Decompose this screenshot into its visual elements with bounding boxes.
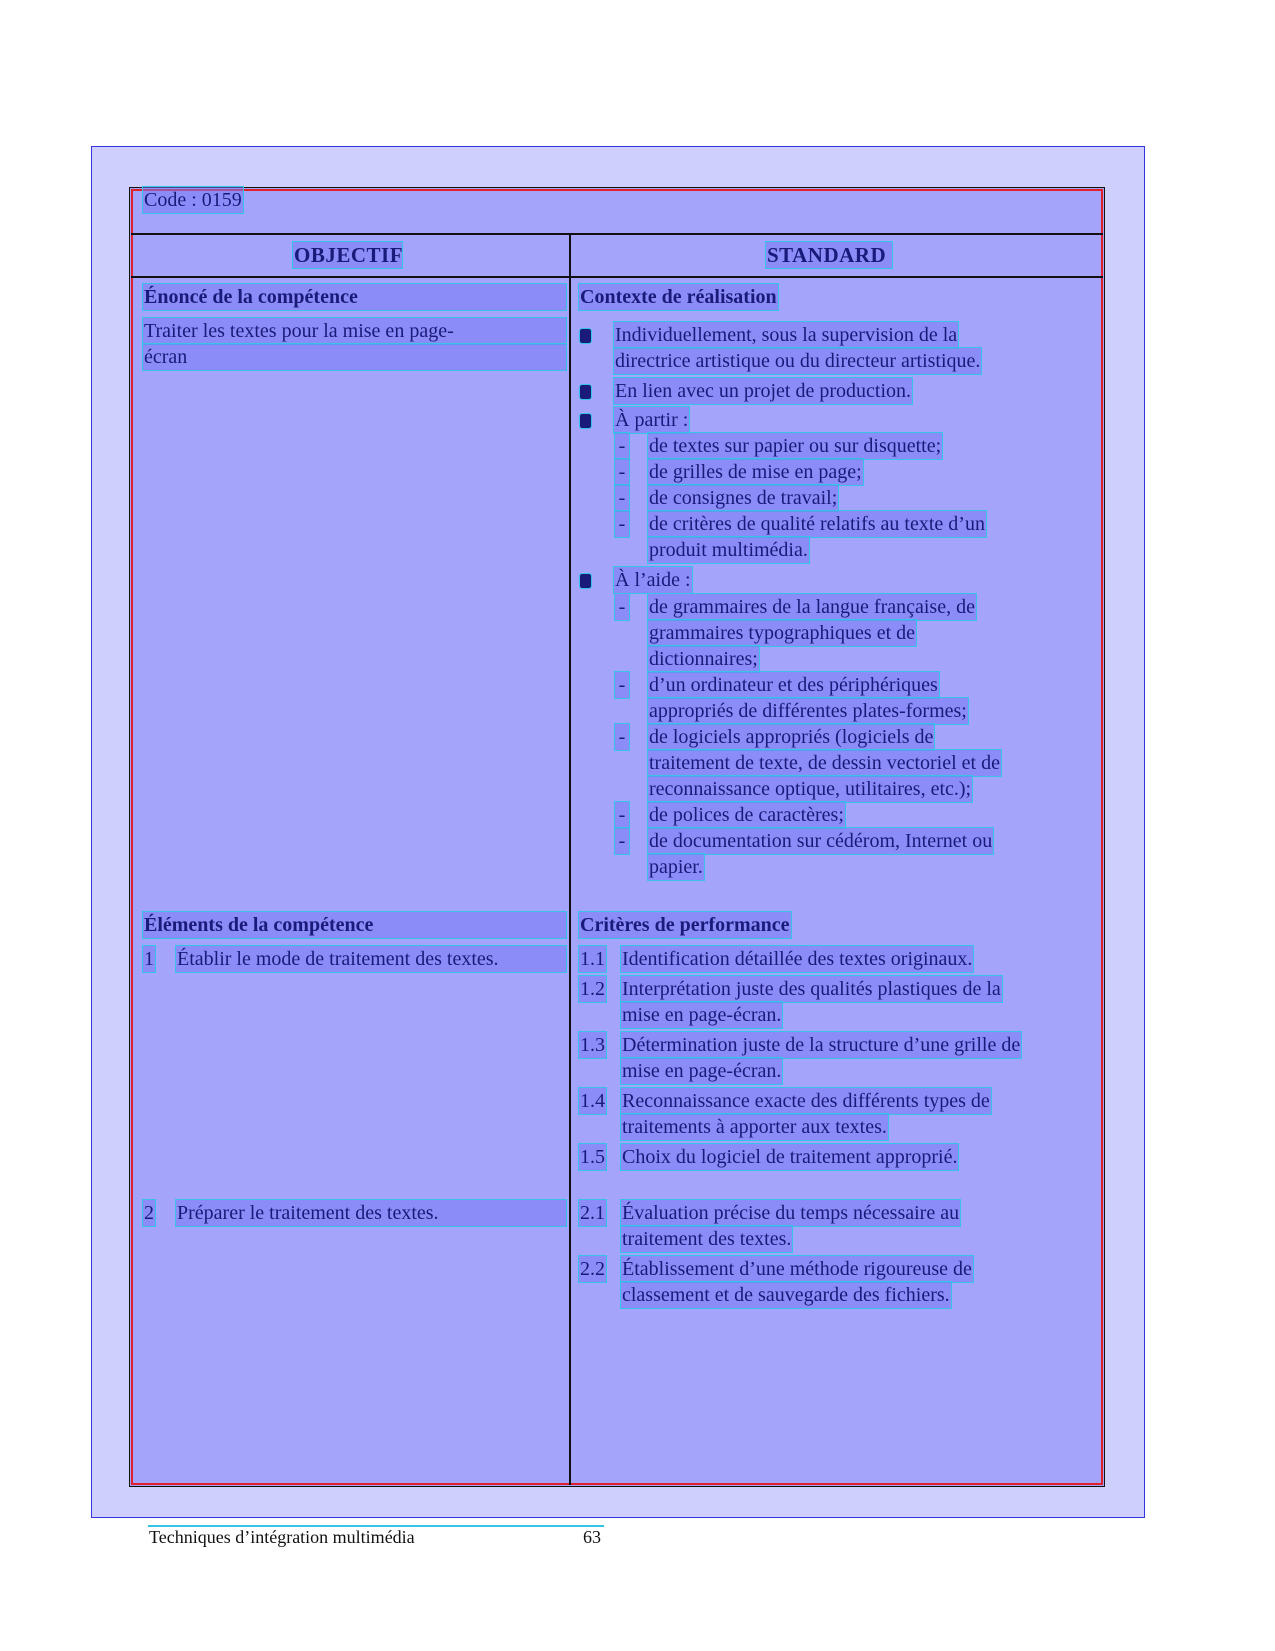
b4-item-4: de polices de caractères; xyxy=(649,804,844,826)
b4-item-1-line-1: de grammaires de la langue française, de xyxy=(649,596,975,618)
contexte-b1-line-2: directrice artistique ou du directeur artistique. xyxy=(615,350,981,372)
critere-1-4-line-2: traitements à apporter aux textes. xyxy=(622,1116,887,1138)
dash-icon: - xyxy=(615,485,629,511)
critere-2-2-line-1: Établissement d’une méthode rigoureuse de xyxy=(622,1258,972,1280)
critere-number: 1.2 xyxy=(580,978,605,1000)
contexte-b3: À partir : xyxy=(615,409,689,431)
dash-icon: - xyxy=(615,802,629,828)
elements-title: Éléments de la compétence xyxy=(143,912,566,938)
b4-item-2-line-2: appropriés de différentes plates-formes; xyxy=(649,700,967,722)
b3-item-4-line-1: de critères de qualité relatifs au texte d’un xyxy=(649,513,985,535)
dash-icon: - xyxy=(615,672,629,698)
header-top-rule xyxy=(131,233,1103,235)
bullet-icon xyxy=(580,329,591,343)
footer-title: Techniques d’intégration multimédia xyxy=(149,1527,415,1547)
critere-1-2-line-2: mise en page-écran. xyxy=(622,1004,782,1026)
b4-item-3-line-2: traitement de texte, de dessin vectoriel et de xyxy=(649,752,1000,774)
criteres-title: Critères de performance xyxy=(580,914,790,936)
dash-icon: - xyxy=(615,511,629,537)
critere-number: 1.4 xyxy=(580,1090,605,1112)
b4-item-1-line-3: dictionnaires; xyxy=(649,648,758,670)
critere-1-3-line-2: mise en page-écran. xyxy=(622,1060,782,1082)
element-number: 1 xyxy=(144,948,154,970)
critere-2-2-line-2: classement et de sauvegarde des fichiers. xyxy=(622,1284,950,1306)
b4-item-5-line-1: de documentation sur cédérom, Internet ou xyxy=(649,830,993,852)
bullet-icon xyxy=(580,414,591,428)
critere-1-2-line-1: Interprétation juste des qualités plastiques de la xyxy=(622,978,1001,1000)
dash-icon: - xyxy=(615,594,629,620)
bullet-icon xyxy=(580,385,591,399)
dash-icon: - xyxy=(615,459,629,485)
element-number: 2 xyxy=(144,1202,154,1224)
critere-2-1-line-2: traitement des textes. xyxy=(622,1228,792,1250)
critere-number: 1.1 xyxy=(580,948,605,970)
critere-number: 2.1 xyxy=(580,1202,605,1224)
enonce-line-2: écran xyxy=(143,344,566,370)
bullet-icon xyxy=(580,574,591,588)
critere-1-4-line-1: Reconnaissance exacte des différents types de xyxy=(622,1090,990,1112)
contexte-b1-line-1: Individuellement, sous la supervision de la xyxy=(615,324,958,346)
critere-1-1: Identification détaillée des textes originaux. xyxy=(622,948,973,970)
standard-header: STANDARD xyxy=(766,242,892,268)
b4-item-3-line-3: reconnaissance optique, utilitaires, etc.); xyxy=(649,778,972,800)
critere-1-5: Choix du logiciel de traitement approprié. xyxy=(622,1146,958,1168)
contexte-b2: En lien avec un projet de production. xyxy=(615,380,912,402)
column-divider xyxy=(569,233,571,1485)
dash-icon: - xyxy=(615,724,629,750)
contexte-b4: À l’aide : xyxy=(615,569,691,591)
b3-item-4-line-2: produit multimédia. xyxy=(649,539,808,561)
page-number: 63 xyxy=(583,1527,601,1547)
b4-item-2-line-1: d’un ordinateur et des périphériques xyxy=(649,674,938,696)
b3-item-3: de consignes de travail; xyxy=(649,487,838,509)
element-2-text: Préparer le traitement des textes. xyxy=(176,1200,566,1226)
code-label: Code : 0159 xyxy=(144,189,242,211)
critere-number: 2.2 xyxy=(580,1258,605,1280)
b4-item-1-line-2: grammaires typographiques et de xyxy=(649,622,916,644)
critere-2-1-line-1: Évaluation précise du temps nécessaire au xyxy=(622,1202,960,1224)
enonce-line-1: Traiter les textes pour la mise en page- xyxy=(143,318,566,344)
element-1-text: Établir le mode de traitement des textes. xyxy=(176,946,566,972)
dash-icon: - xyxy=(615,433,629,459)
header-bottom-rule xyxy=(131,276,1103,278)
critere-number: 1.5 xyxy=(580,1146,605,1168)
critere-1-3-line-1: Détermination juste de la structure d’une grille de xyxy=(622,1034,1021,1056)
b4-item-3-line-1: de logiciels appropriés (logiciels de xyxy=(649,726,934,748)
b3-item-2: de grilles de mise en page; xyxy=(649,461,862,483)
enonce-title: Énoncé de la compétence xyxy=(143,284,566,310)
contexte-title: Contexte de réalisation xyxy=(580,286,777,308)
objectif-header: OBJECTIF xyxy=(294,243,404,267)
critere-number: 1.3 xyxy=(580,1034,605,1056)
b4-item-5-line-2: papier. xyxy=(649,856,703,878)
dash-icon: - xyxy=(615,828,629,854)
b3-item-1: de textes sur papier ou sur disquette; xyxy=(649,435,942,457)
